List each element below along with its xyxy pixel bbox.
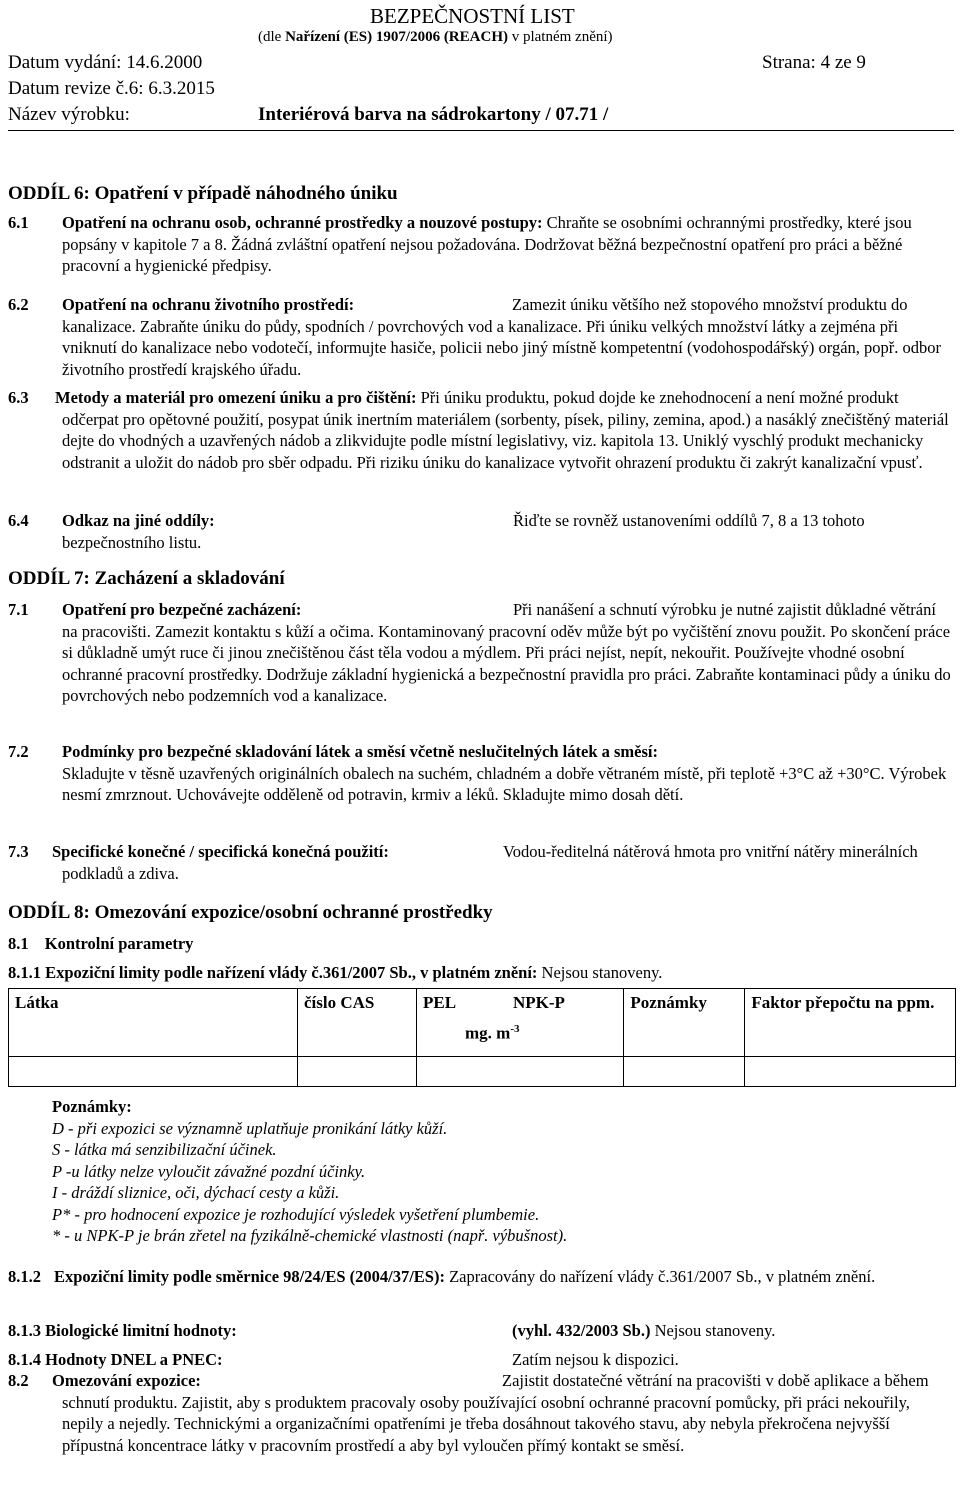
section-8-1-3-value: (vyhl. 432/2003 Sb.) Nejsou stanoveny. bbox=[512, 1321, 776, 1340]
section-number: 6.3 bbox=[8, 388, 29, 407]
table-row bbox=[9, 1057, 956, 1087]
paragraph-heading: Odkaz na jiné oddíly: bbox=[62, 511, 215, 530]
section-8-1-3 bbox=[8, 1320, 237, 1342]
col-latka: Látka bbox=[9, 989, 298, 1057]
section-8-title: ODDÍL 8: Omezování expozice/osobní ochranné prostředky bbox=[8, 902, 493, 923]
note-item: D - při expozici se významně uplatňuje pronikání látky kůží. bbox=[52, 1118, 448, 1138]
col-unit: mg. $m^{-3}$ bbox=[465, 1023, 520, 1043]
col-npk: NPK-P bbox=[513, 993, 565, 1012]
section-7-3 bbox=[8, 841, 952, 884]
revision-date: Datum revize č.6: 6.3.2015 bbox=[8, 78, 215, 99]
table-header-row bbox=[9, 989, 956, 1057]
product-label: Název výrobku: bbox=[8, 104, 130, 125]
paragraph-heading: Expoziční limity podle směrnice 98/24/ES (2004/37/ES): bbox=[54, 1267, 445, 1286]
page-number: Strana: 4 ze 9 bbox=[762, 52, 866, 73]
section-6-1 bbox=[8, 212, 952, 277]
col-faktor: Faktor přepočtu na ppm. bbox=[745, 989, 956, 1057]
section-number: 7.2 bbox=[8, 742, 29, 761]
paragraph-heading: Metody a materiál pro omezení úniku a pro čištění: bbox=[55, 388, 417, 407]
col-pel: PEL bbox=[423, 993, 457, 1012]
paragraph-heading: Opatření na ochranu osob, ochranné prostředky a nouzové postupy: bbox=[62, 213, 543, 232]
paragraph-text: Zamezit úniku většího než stopového množství produktu do kanalizace. Zabraňte úniku do půdy, spodních / povrchových vod a kanalizace. Při úniku velkých množství látky a zejména při vniknutí do kanalizace nebo vodotečí, informujte hasiče, policii nebo jiný místně kompetentní (vodohospodářský) orgán, popř. odbor životního prostředí krajského úřadu. bbox=[62, 295, 942, 379]
paragraph-heading: Expoziční limity podle nařízení vlády č.361/2007 Sb. bbox=[45, 963, 412, 982]
paragraph-text: Zapracovány do nařízení vlády č.361/2007 Sb., v platném znění. bbox=[444, 1267, 876, 1286]
section-8-1-4 bbox=[8, 1349, 223, 1371]
paragraph-heading: Biologické limitní hodnoty: bbox=[45, 1321, 237, 1340]
paragraph-text: Vodou-ředitelná nátěrová hmota pro vnitřní nátěry minerálních podkladů a zdiva. bbox=[62, 842, 918, 883]
paragraph-text: Při úniku produktu, pokud dojde ke znehodnocení a není možné produkt odčerpat pro opětovné použití, posypat únik inertním materiálem (sorbenty, písek, piliny, zemina, apod.) a nasáklý znečištěný materiál dejte do vhodných a uzavřených nádob a zlikvidujte podle místní legislativy, viz. kapitola 13. Uniklý vyschlý produkt mechanicky odstranit a uložit do nádob pro sběr odpadu. Při riziku úniku do kanalizace vytvořit ohrazení produktu či zakrýt kanalizační vpusť. bbox=[62, 388, 949, 472]
paragraph-heading: Opatření na ochranu životního prostředí: bbox=[62, 295, 355, 314]
paragraph-heading: Specifické konečné / specifická konečná použití: bbox=[52, 842, 389, 861]
section-number: 7.1 bbox=[8, 600, 29, 619]
col-poznamky: Poznámky bbox=[624, 989, 745, 1057]
issue-date: Datum vydání: 14.6.2000 bbox=[8, 52, 203, 73]
section-7-title: ODDÍL 7: Zacházení a skladování bbox=[8, 568, 285, 589]
notes-title: Poznámky: bbox=[52, 1097, 132, 1116]
paragraph-heading: Omezování expozice: bbox=[52, 1371, 201, 1390]
section-number: 6.4 bbox=[8, 511, 29, 530]
section-8-2 bbox=[8, 1370, 952, 1456]
paragraph-heading: Podmínky pro bezpečné skladování látek a směsí včetně neslučitelných látek a směsí: bbox=[62, 742, 658, 761]
section-6-2 bbox=[8, 294, 952, 380]
section-7-1 bbox=[8, 599, 952, 707]
section-number: 8.1.3 bbox=[8, 1321, 41, 1340]
section-number: 8.1.4 bbox=[8, 1350, 41, 1369]
paragraph-heading: Opatření pro bezpečné zacházení: bbox=[62, 600, 302, 619]
note-item: S - látka má senzibilizační účinek. bbox=[52, 1140, 277, 1159]
document-subtitle: (dle Nařízení (ES) 1907/2006 (REACH) v platném znění) bbox=[258, 29, 613, 45]
product-name: Interiérová barva na sádrokartony / 07.71 / bbox=[258, 104, 609, 125]
note-item: P -u látky nelze vyloučit závažné pozdní účinky. bbox=[52, 1161, 366, 1181]
col-pel-npk bbox=[417, 989, 624, 1057]
paragraph-text: Skladujte v těsně uzavřených originálních obalech na suchém, chladném a dobře větraném místě, při teplotě +3°C až +30°C. Výrobek nesmí zmrznout. Uchovávejte odděleně od potravin, krmiv a léků. Skladujte mimo dosah dětí. bbox=[62, 763, 947, 805]
section-7-2 bbox=[8, 741, 952, 806]
paragraph-text: Zajistit dostatečné větrání na pracovišti v době aplikace a během schnutí produktu. Zajistit, aby s produktem pracovaly osoby používající osobní ochranné pracovní pomůcky, při práci nekouřily, nepily a nejedly. Technickými a organizačními opatřeními je třeba dosáhnout takového stavu, aby nebyla překročena nejvyšší přípustná koncentrace látky v pracovním prostředí a aby byl vyloučen přímý kontakt se směsí. bbox=[62, 1371, 929, 1455]
section-number: 8.1.2 bbox=[8, 1267, 41, 1286]
exposure-limits-table bbox=[8, 988, 956, 1087]
section-8-1-2 bbox=[8, 1266, 952, 1288]
section-6-3 bbox=[8, 387, 952, 473]
paragraph-heading: Kontrolní parametry bbox=[44, 934, 194, 953]
section-8-1-1: 8.1.1 Expoziční limity podle nařízení vlády č.361/2007 Sb., v platném znění: Nejsou stanoveny. bbox=[8, 963, 663, 982]
section-6-4 bbox=[8, 510, 952, 553]
section-number: 8.1 bbox=[8, 934, 29, 953]
section-number: 6.2 bbox=[8, 295, 29, 314]
note-item: * - u NPK-P je brán zřetel na fyzikálně-chemické vlastnosti (např. výbušnost). bbox=[52, 1226, 568, 1245]
section-8-1-4-value: Zatím nejsou k dispozici. bbox=[512, 1350, 679, 1369]
paragraph-text: Chraňte se osobními ochrannými prostředky, které jsou popsány v kapitole 7 a 8. Žádná zvláštní opatření nejsou požadována. Dodržovat běžná bezpečnostní opatření pro práci a běžné pracovní a hygienické předpisy. bbox=[62, 213, 912, 276]
document-title: BEZPEČNOSTNÍ LIST bbox=[370, 4, 575, 28]
section-number: 8.2 bbox=[8, 1371, 29, 1390]
section-number: 8.1.1 bbox=[8, 963, 41, 982]
section-number: 7.3 bbox=[8, 842, 29, 861]
paragraph-heading: Hodnoty DNEL a PNEC: bbox=[45, 1350, 223, 1369]
header-divider bbox=[8, 130, 954, 131]
col-cas: číslo CAS bbox=[298, 989, 417, 1057]
paragraph-text: Nejsou stanoveny. bbox=[537, 963, 663, 982]
section-6-title: ODDÍL 6: Opatření v případě náhodného úniku bbox=[8, 183, 398, 204]
paragraph-text: Řiďte se rovněž ustanoveními oddílů 7, 8 a 13 tohoto bezpečnostního listu. bbox=[62, 511, 865, 552]
paragraph-text: Při nanášení a schnutí výrobku je nutné zajistit důkladné větrání na pracovišti. Zamezit kontaktu s kůží a očima. Kontaminovaný pracovní oděv může být po vyčištění znovu použit. Po skončení práce si důkladně umýt ruce či jinou znečištěnou část těla vodou a mýdlem. Při práci nejíst, nepít, nekouřit. Používejte vhodné osobní ochranné pracovní prostředky. Dodržuje základní hygienická a bezpečnostní pravidla pro práci. Zabraňte kontaminaci půdy a úniku do povrchových nebo podzemních vod a kanalizace. bbox=[62, 600, 951, 706]
note-item: I - dráždí sliznice, oči, dýchací cesty a kůži. bbox=[52, 1183, 340, 1202]
section-number: 6.1 bbox=[8, 213, 29, 232]
notes-block bbox=[52, 1096, 567, 1247]
section-8-1 bbox=[8, 933, 193, 955]
note-item: P* - pro hodnocení expozice je rozhodující výsledek vyšetření plumbemie. bbox=[52, 1204, 540, 1224]
